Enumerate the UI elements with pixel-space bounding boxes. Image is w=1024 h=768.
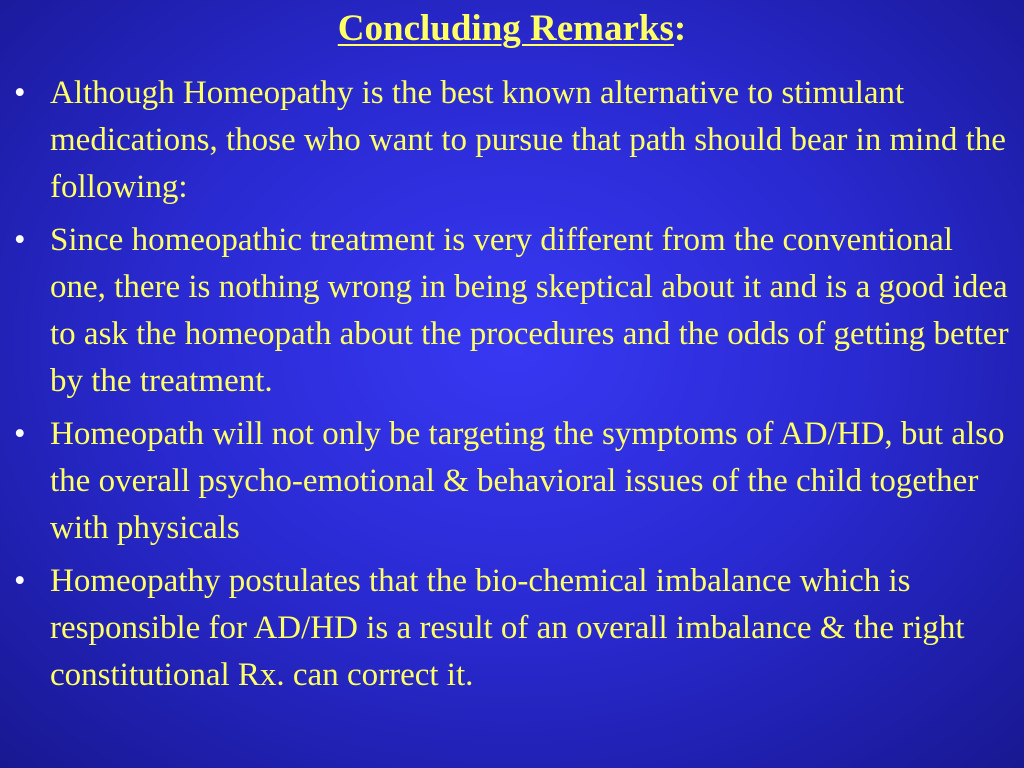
bullet-item — [14, 558, 1014, 699]
bullet-item — [14, 411, 1014, 552]
bullet-icon: • — [14, 75, 26, 111]
bullet-text: Since homeopathic treatment is very different from the conventional one, there is nothing wrong in being skeptical about it and is a good idea to ask the homeopath about the procedures and the odds of getting better by the treatment. — [50, 222, 1009, 399]
bullet-text: Homeopath will not only be targeting the symptoms of AD/HD, but also the overall psycho-emotional & behavioral issues of the child together with physicals — [50, 416, 1005, 546]
slide-title — [0, 6, 1024, 52]
bullet-list — [14, 70, 1014, 705]
bullet-item — [14, 70, 1014, 211]
bullet-icon: • — [14, 563, 26, 599]
slide-title-text: Concluding Remarks — [337, 8, 674, 49]
bullet-icon: • — [14, 416, 26, 452]
bullet-text: Homeopathy postulates that the bio-chemical imbalance which is responsible for AD/HD is a result of an overall imbalance & the right constitutional Rx. can correct it. — [50, 563, 965, 693]
bullet-text: Although Homeopathy is the best known alternative to stimulant medications, those who want to pursue that path should bear in mind the following: — [50, 75, 1006, 205]
slide-title-colon: : — [673, 8, 687, 49]
bullet-item — [14, 217, 1014, 405]
bullet-icon: • — [14, 222, 26, 258]
